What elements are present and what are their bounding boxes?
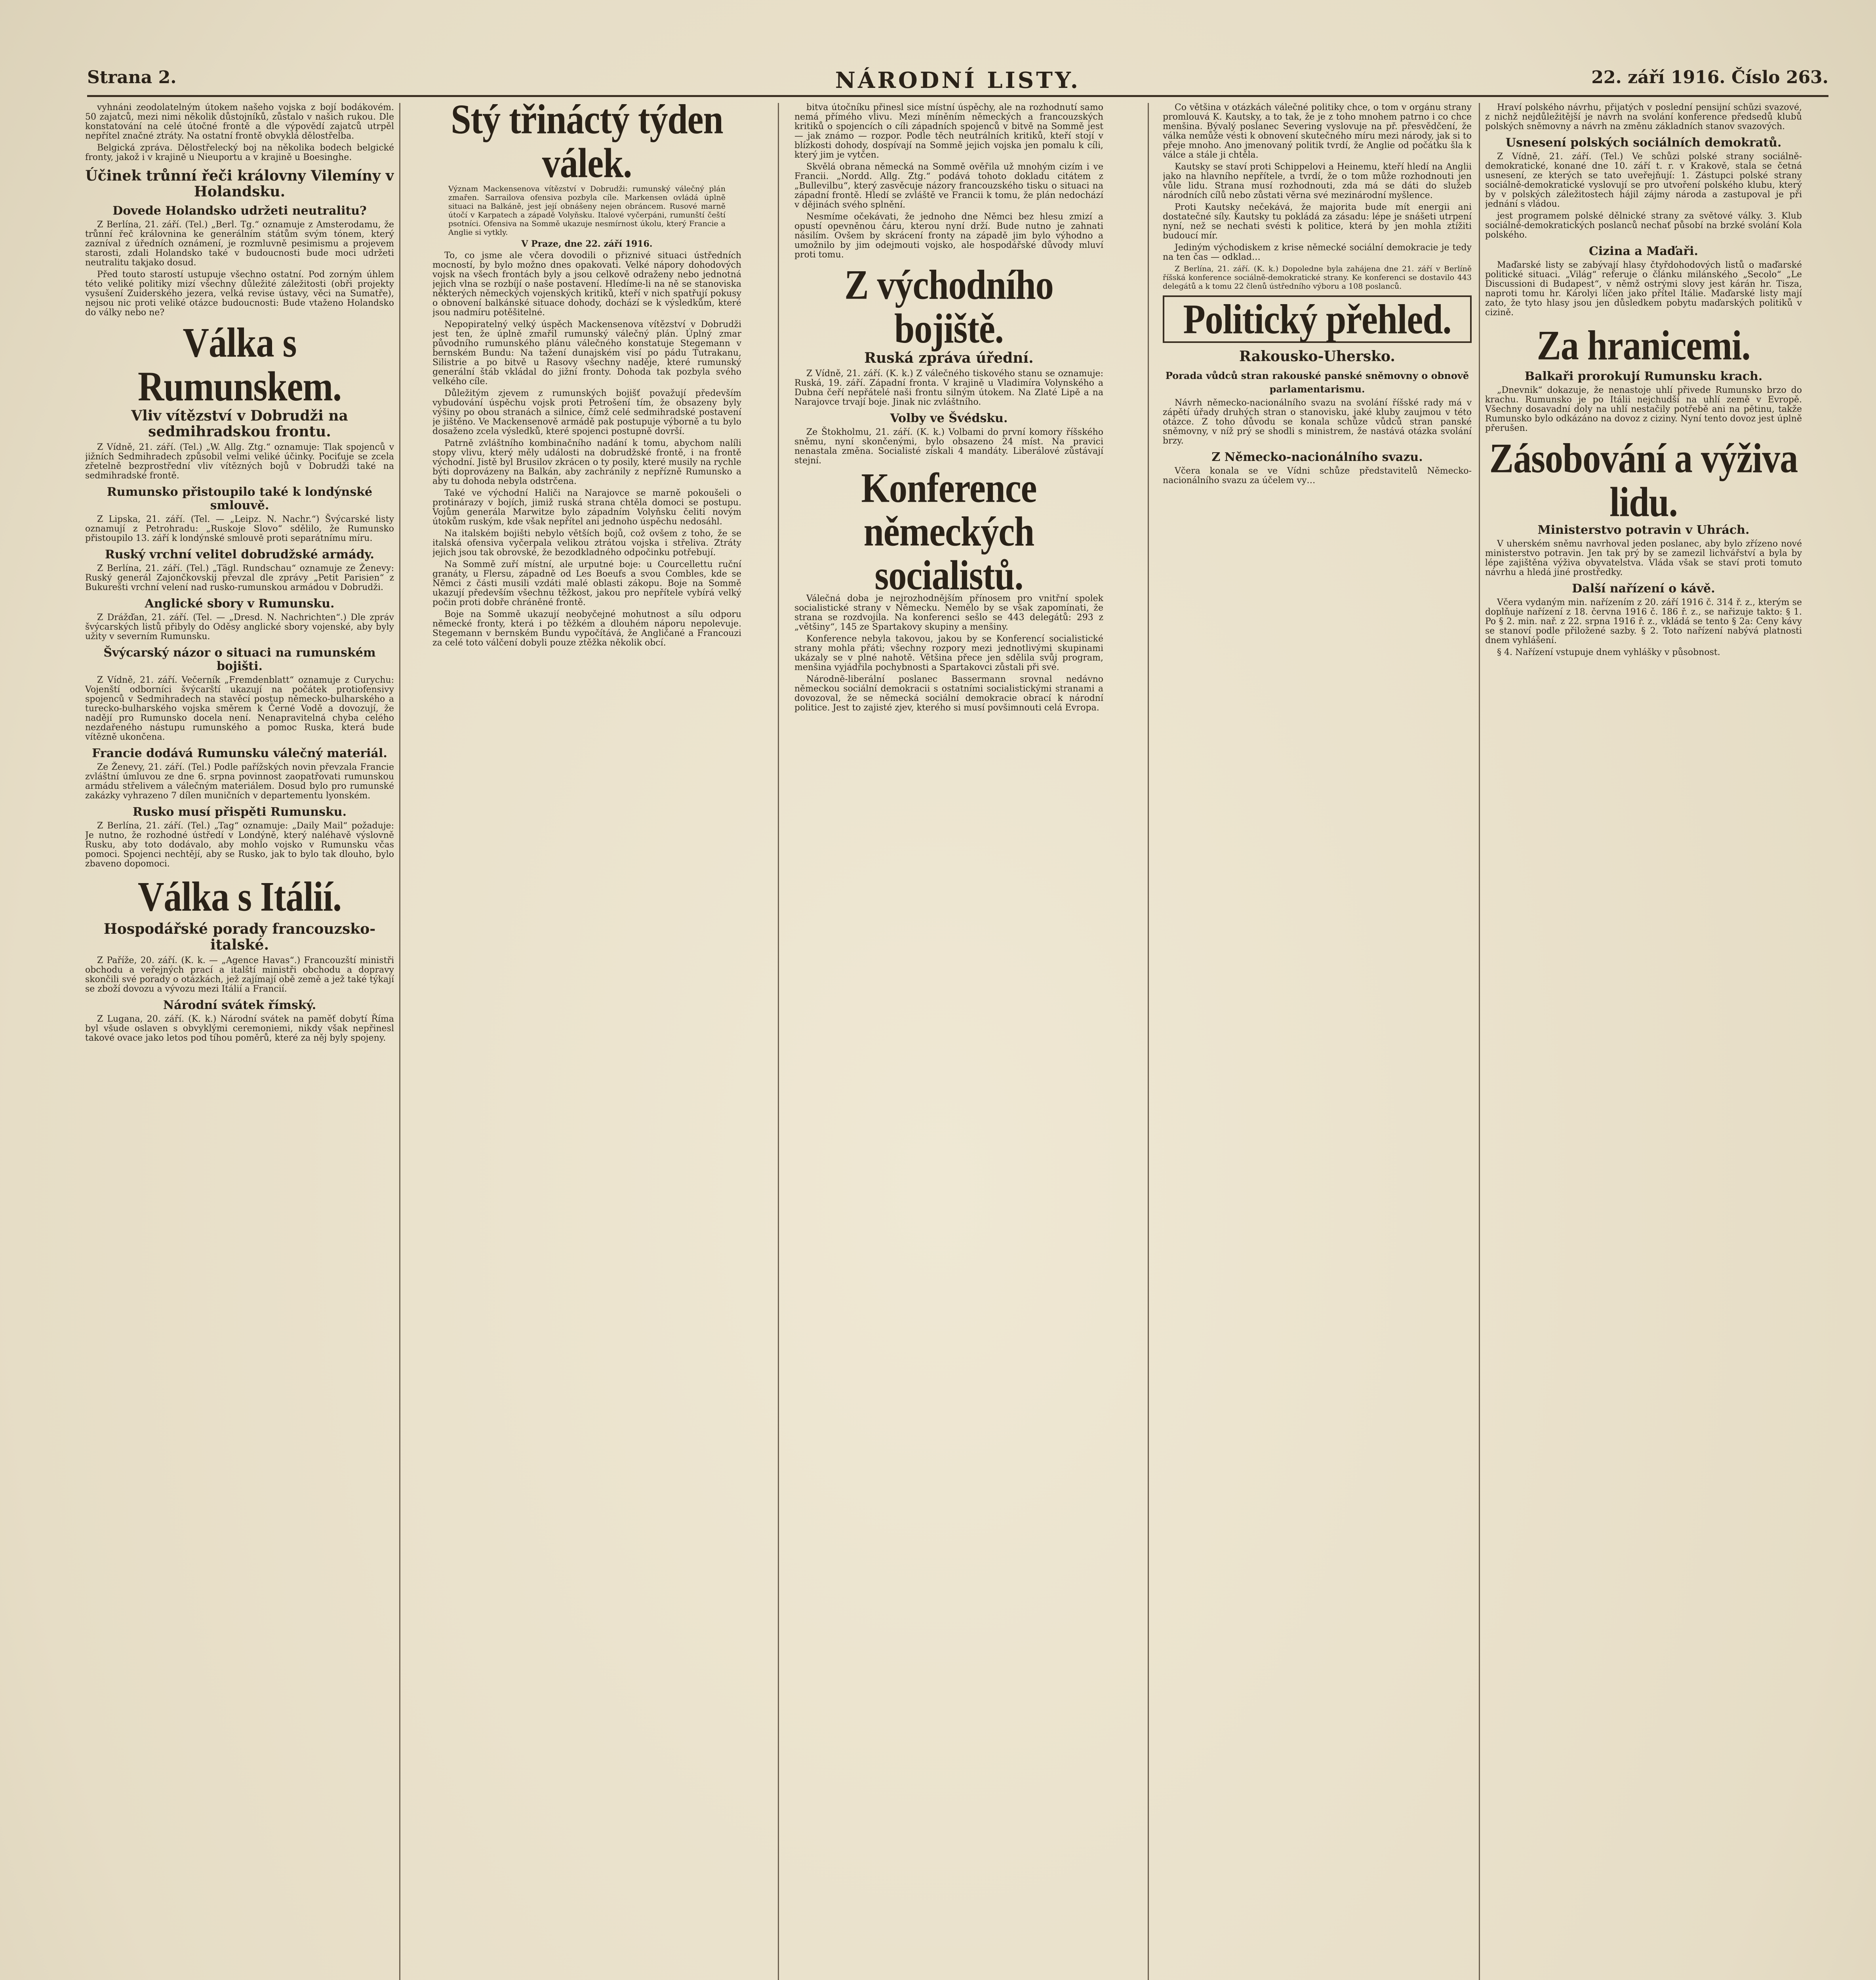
article-text: Nesmíme očekávati, že jednoho dne Němci bez hlesu zmizí a opustí opevněnou čáru, kterou nyní drží. Bude nutno je zahnati násilím. Ovšem by skrácení fronty na západě jim bylo výhodno a umožnilo by jim odejmouti vojsko, ale hospodářské důvody mluví proti tomu. (794, 212, 1103, 260)
article-text: Ze Ženevy, 21. září. (Tel.) Podle pařížských novin převzala Francie zvláštní úmluvou ze dne 6. srpna povinnost zaopatřovati rumunskou armádu střelivem a válečným materiálem. Dosud bylo pro rumunské zakázky vyhrazeno 7 dílen muničních v departementu lyonském. (85, 762, 394, 801)
issue-date: 22. září 1916. Číslo 263. (1591, 67, 1828, 88)
headline: Hospodářské porady francouzsko-italské. (103, 921, 376, 953)
column-4 (1163, 103, 1472, 1980)
article-text: Před touto starostí ustupuje všechno ostatní. Pod zorným úhlem této veliké politiky mizí všechny důležité záležitosti (obři projekty vysušení Zuiderského jezera, velká revise ústavy, věci na Sumatře), nejsou nic proti veliké otázce budoucnosti: Bude vtaženo Holandsko do války nebo ne? (85, 270, 394, 318)
article-text: Z Berlína, 21. září. (Tel.) „Berl. Tg.“ oznamuje z Amsterodamu, že trůnní řeč královnina ke generálním státům svým tónem, který zazníval z úředních oznámení, je rozmluvně pesimismu a projevem starosti, zdali Holandsko také v budoucnosti bude moci udržeti neutralitu takjako dosud. (85, 220, 394, 268)
article-text: Proti Kautsky nečekává, že majorita bude mít energii ani dostatečné síly. Kautsky tu pokládá za zásadu: lépe je snášeti utrpení nyní, než se nechati svésti k politice, která by jen mohla ztížiti budoucí mír. (1163, 202, 1472, 241)
column-rule (1148, 103, 1149, 1980)
page-number: Strana 2. (87, 67, 177, 88)
article-text: Důležitým zjevem z rumunských bojišť považují především vybudování úspěchu vojsk proti Petrošení tím, že obsazeny byly výšiny po obou stranách a silnice, čímž celé sedmihradské postavení je jištěno. Ve Mackensenově armádě pak postupuje výborně a tu bylo dosaženo zcela výsledků, které spojenci postupně dovrší. (432, 388, 741, 436)
section-headline: Válka s Rumunskem. (137, 319, 341, 409)
article-text: Skvělá obrana německá na Sommě ověřila už mnohým cizím i ve Francii. „Nordd. Allg. Ztg.“ podává tohoto dokladu citátem z „Bullevilbu“, který zasvěcuje názory francouzského tisku o situaci na západní frontě. Hledí se zvláště ve Francii k tomu, že plán nedochází v dějinách svého splnění. (794, 162, 1103, 210)
column-rule (1479, 103, 1480, 1980)
article-text: Z Vídně, 21. září. (Tel.) Ve schůzi polské strany sociálně-demokratické, konané dne 10. září t. r. v Krakově, stala se četná usnesení, ze kterých se tato uveřejňují: 1. Zástupci polské strany sociálně-demokratické vyslovují se pro utvoření polského klubu, který by v polských záležitostech hájil zájmy národa a zastupoval je při jednání s vládou. (1485, 152, 1802, 209)
headline: Ruský vrchní velitel dobrudžské armády. (105, 548, 374, 562)
article-text: Z Berlína, 21. září. (Tel.) „Tag“ oznamuje: „Daily Mail“ požaduje: Je nutno, že rozhodné ústředí v Londýně, který naléhavě výslovně Rusku, aby toto dodávalo, aby mohlo vojsko v Rumunsku včas pomoci. Spojenci nechtějí, aby se Rusko, jak to bylo tak dlouho, bylo zbaveno dopomoci. (85, 821, 394, 869)
article-text: Z Berlína, 21. září. (Tel.) „Tägl. Rundschau“ oznamuje ze Ženevy: Ruský generál Zajončkovskij převzal dle zprávy „Petit Parisien“ z Bukurešti vrchní velení nad rusko-rumunskou armádou v Dobrudži. (85, 564, 394, 592)
article-text: Také ve východní Haliči na Narajovce se marně pokoušeli o protinárazy v bojích, jimiž ruská strana chtěla domoci se postupu. Vojům generála Marwitze bylo západním Volyňsku čeliti novým útokům ruským, kde však nepřítel ani jednoho úspěchu nedosáhl. (432, 488, 741, 527)
headline: Rumunsko přistoupilo také k londýnské smlouvě. (107, 485, 373, 512)
subheadline: Porada vůdců stran rakouské panské sněmovny o obnově parlamentarismu. (1165, 370, 1469, 395)
article-text: Z Vídně, 21. září. (Tel.) „W. Allg. Ztg.“ oznamuje: Tlak spojenců v jižních Sedmihradech způsobil velmi veliké účinky. Pociťuje se zcela zřetelně bezprostřední vliv vítězných bojů v Dobrudži také na sedmihradské frontě. (85, 442, 394, 481)
headline: Vliv vítězství v Dobrudži na sedmihradskou frontu. (131, 407, 348, 440)
section-headline: Zásobování a výživa lidu. (1489, 435, 1798, 525)
masthead: NÁRODNÍ LISTY. (835, 67, 1081, 93)
article-text: Z Paříže, 20. září. (K. k. — „Agence Havas“.) Francouzští ministři obchodu a veřejných prací a italští ministři obchodu a dopravy skončili své porady o otázkách, jež zajímají obě země a jež také týkají se zboží dovozu a vývozu mezi Itálií a Francií. (85, 956, 394, 994)
article-text: vyhnáni zeodolatelným útokem našeho vojska z bojí bodákovém. 50 zajatců, mezi nimi několik důstojníků, zůstalo v našich rukou. Dle konstatování na celé útočné frontě a dle výpovědí zajatců utrpěl nepřítel značné ztráty. Na ostatní frontě obvyklá dělostřelba. (85, 103, 394, 141)
section-headline: Válka s Itálií. (137, 873, 342, 920)
article-text: Patrně zvláštního kombinačního nadání k tomu, abychom nalíli stopy vlivu, který měly události na dobrudžské frontě, i na frontě východní. Jistě byl Brusilov zkrácen o ty posily, které musily na rychle býti doprovázeny na Balkán, aby zachránily z nepřízně Rumunsko a aby tu dohoda nebyla odstrčena. (432, 438, 741, 486)
section-headline: Za hranicemi. (1537, 322, 1750, 369)
column-rule (778, 103, 779, 1980)
headline: Z Německo-nacionálního svazu. (1211, 450, 1423, 464)
section-box (1163, 295, 1472, 343)
section-headline: Konference německých socialistů. (861, 464, 1037, 599)
article-text: Belgická zpráva. Dělostřelecký boj na několika bodech belgické fronty, jakož i v krajině u Nieuportu a v krajině u Boesinghe. (85, 143, 394, 162)
headline: Ministerstvo potravin v Uhrách. (1537, 523, 1750, 537)
article-text: Z Vídně, 21. září. Večerník „Fremdenblatt“ oznamuje z Curychu: Vojenští odborníci švýcarští ukazují na počátek protiofensivy spojenců v Sedmihradech na stavěcí postup německo-bulharského a turecko-bulharského vojska směrem k Černé Vodě a dovozují, že nadějí pro Rumunsko docela není. Nenapravitelná chyba celého nezdařeného nástupu rumunského a pomoc Ruska, která bude vítězně ukončena. (85, 675, 394, 742)
article-text: Maďarské listy se zabývají hlasy čtyřdohodových listů o maďarské politické situaci. „Világ“ referuje o článku milánského „Secolo“ „Le Discussioni di Budapest“, v němž ostrými slovy jest kárán hr. Tisza, naproti tomu hr. Károlyi líčen jako přítel Itálie. Maďarské listy mají zato, že tyto hlasy jsou jen důsledkem pobytu maďarských politiků v cizině. (1485, 260, 1802, 318)
article-text: Z Berlína, 21. září. (K. k.) Dopoledne byla zahájena dne 21. září v Berlíně říšská konference sociálně-demokratické strany. Ke konferenci se dostavilo 443 delegátů a k tomu 22 členů ústředního výboru a 108 poslanců. (1163, 265, 1472, 291)
article-text: Návrh německo-nacionálního svazu na svolání říšské rady má v zápětí úřady druhých stran o stanovisku, jaké kluby zaujmou v této otázce. Z toho důvodu se konala schůze vůdců stran panské sněmovny, v níž prý se shodli s ministrem, že nastává otázka svolání brzy. (1163, 398, 1472, 446)
headline: Balkaři prorokují Rumunsku krach. (1524, 369, 1763, 383)
article-text: Válečná doba je nejrozhodnějším přínosem pro vnitřní spolek socialistické strany v Německu. Nemělo by se však zapomínati, že strana se rozdvojila. Na konferenci sešlo se 443 delegátů: 293 z „většiny“, 145 ze Spartakovy skupiny a menšiny. (794, 594, 1103, 632)
summary: Význam Mackensenova vítězství v Dobrudži: rumunský válečný plán zmařen. Sarrailova ofensiva pozbyla cíle. Markensen ovládá úplně situaci na Balkáně, jest její obnášeny nejen obráncem. Rusové marně útočí v Karpatech a západě Volyňsku. Italové vyčerpáni, rumunští čeští psotníci. Ofensiva na Sommě ukazuje nesmírnost úkolu, který Francie a Anglie si vytkly. (448, 185, 726, 237)
headline: Ruská zpráva úřední. (864, 350, 1034, 366)
article-text: Jediným východiskem z krise německé sociální demokracie je tedy na ten čas — odklad… (1163, 243, 1472, 262)
headline: Anglické sbory v Rumunsku. (145, 597, 335, 611)
headline: Další nařízení o kávě. (1572, 582, 1715, 596)
article-text: Včera konala se ve Vídni schůze představitelů Německo-nacionálního svazu za účelem vy… (1163, 466, 1472, 485)
headline: Účinek trůnní řeči královny Vilemíny v Holandsku. (85, 168, 394, 200)
headline: Usnesení polských sociálních demokratů. (1505, 136, 1782, 150)
column-5 (1485, 103, 1802, 1980)
headline: Národní svátek římský. (163, 998, 316, 1012)
article-text: Co většina v otázkách válečné politiky chce, o tom v orgánu strany promlouvá K. Kautsky, a to tak, že je z toho mnohem patrno i co chce menšina. Bývalý poslanec Severing vyslovuje na př. přesvědčení, že válka nemůže vésti k obnovení skutečného míru mezi národy, jak si to přeje mnoho. Ano jmenovaný politik tvrdí, že Anglie od počátku šla k válce a stále ji chtěla. (1163, 103, 1472, 160)
article-text: Z Lipska, 21. září. (Tel. — „Leipz. N. Nachr.“) Švýcarské listy oznamují z Petrohradu: „Ruskoje Slovo“ sdělilo, že Rumunsko přistoupilo 13. září k londýnské smlouvě proti separátnímu míru. (85, 514, 394, 543)
article-text: bitva útočníku přinesl sice místní úspěchy, ale na rozhodnutí samo nemá přímého vlivu. Mezi míněním německých a francouzských kritiků o spojencích o cíli západních spojenců v bitvě na Sommě jest — jak známo — rozpor. Podle těch neutrálních kritiků, kteří stojí v blízkosti dohody, dospívají na Sommě jejich vojska jen pomalu k cíli, který jim je vytčen. (794, 103, 1103, 160)
section-headline: Z východního bojiště. (844, 261, 1053, 352)
page-header (87, 67, 1828, 97)
article-text: Ze Štokholmu, 21. září. (K. k.) Volbami do první komory říšského sněmu, nyní skončenými, bylo obsazeno 24 míst. Na pravici nenastala změna. Socialisté získali 4 mandáty. Liberálové zůstávají stejní. (794, 427, 1103, 466)
article-text: Na Sommě zuří místní, ale urputné boje: u Courcellettu ruční granáty, u Flersu, západně od Les Boeufs a svou Combles, kde se Němci z části musili vzdáti malé oblasti zákopu. Boje na Sommě ukazují především všechnu těžkost, jakou pro nepřítele vybírá velký počin proti dobře chráněné frontě. (432, 560, 741, 607)
article-text: Hraví polského návrhu, přijatých v poslední pensijní schůzi svazové, z nichž nejdůležitější je návrh na svolání konference předsedů klubů polských sněmovny a návrh na změnu základních stanov svazových. (1485, 103, 1802, 131)
headline: Cizina a Maďaři. (1589, 244, 1698, 258)
article-text: § 4. Nařízení vstupuje dnem vyhlášky v působnost. (1497, 647, 1720, 657)
article-text: Kautsky se staví proti Schippelovi a Heinemu, kteří hledí na Anglii jako na hlavního nepřítele, a tvrdí, že o tom může rozhodnouti jen vůle lidu. Strana musí rozhodnouti, zda má se dáti do služeb národních cílů nebo zůstati věrna své mezinárodní myšlence. (1163, 162, 1472, 200)
article-text: Z Lugana, 20. září. (K. k.) Národní svátek na paměť dobytí Říma byl všude oslaven s obvyklými ceremoniemi, nikdy však nepřinesl takové ovace jako letos pod tíhou poměrů, které za něj byly spojeny. (85, 1014, 394, 1043)
headline: Švýcarský názor o situaci na rumunském bojišti. (103, 646, 376, 673)
headline: Francie dodává Rumunsku válečný materiál. (92, 746, 387, 760)
section-headline: Stý třináctý týden válek. (451, 103, 723, 186)
article-text: Včera vydaným min. nařízením z 20. září 1916 č. 314 ř. z., kterým se doplňuje nařízení z 18. června 1916 č. 186 ř. z., se nařizuje takto: § 1. Po § 2. min. nař. z 22. srpna 1916 ř. z., vkládá se tento § 2a: Ceny kávy se stanoví podle přiložené sazby. § 2. Toto nařízení nabývá platnosti dnem vyhlášení. (1485, 598, 1802, 645)
dateline: V Praze, dne 22. září 1916. (521, 239, 653, 249)
column-3 (794, 103, 1103, 1980)
article-text: Na italském bojišti nebylo větších bojů, což ovšem z toho, že se italská ofensiva vyčerpala velikou ztrátou vojska i střeliva. Ztráty jejich jsou tak obrovské, že bezodkladného odpočinku potřebují. (432, 529, 741, 558)
article-text: Boje na Sommě ukazují neobyčejné mohutnost a sílu odporu německé fronty, která i po těžkém a dlouhém náporu nepolevuje. Stegemann v bernském Bundu vypočítává, že Angličané a Francouzi za celé toto válčení dobyli pouze ztěžka několik obcí. (432, 609, 741, 648)
column-1 (85, 103, 394, 1980)
column-2 (432, 103, 741, 1980)
headline: Rakousko-Uhersko. (1239, 348, 1395, 365)
article-text: V uherském sněmu navrhoval jeden poslanec, aby bylo zřízeno nové ministerstvo potravin. Jen tak prý by se zamezil lichvářství a byla by lépe zajištěna výživa obyvatelstva. Vláda však se staví proti tomuto návrhu a hledá jiné prostředky. (1485, 539, 1802, 577)
subheadline: Dovede Holandsko udržeti neutralitu? (112, 204, 367, 218)
article-text: Konference nebyla takovou, jakou by se Konferencí socialistické strany mohla přáti; všechny rozpory mezi jednotlivými skupinami ukázaly se v plné nahotě. Většina přece jen sdělila svůj program, menšina vyjádřila pochybnosti a Spartakovci zůstali při své. (794, 634, 1103, 672)
article-text: Z Vídně, 21. září. (K. k.) Z válečného tiskového stanu se oznamuje: Ruská, 19. září. Západní fronta. V krajině u Vladimíra Volynského a Dubna čeří nepřátelé naši frontu silným útokem. Na Zlaté Lipě a na Narajovce trvají boje. Jinak nic zvláštního. (794, 369, 1103, 407)
article-text: Z Drážďan, 21. září. (Tel. — „Dresd. N. Nachrichten“.) Dle zpráv švýcarských listů přibyly do Oděsy anglické sbory vojenské, aby byly užity v severním Rumunsku. (85, 613, 394, 642)
section-headline: Politický přehled. (1183, 296, 1451, 343)
article-text: To, co jsme ale včera dovodili o přiznivé situaci ústředních mocností, by bylo možno dnes opakovati. Velké nápory dohodových vojsk na všech frontách byly a jsou celkově odraženy nebo jednotná jejich vlna se rozbíjí o naše postavení. Hledíme-li na ně se stanoviska některých německých vojenských kritiků, kteří v nich spatřují pokusy o obnovení balkánské situace dohody, dochází se k výsledkům, které jsou nadmíru potěšitelné. (432, 251, 741, 318)
article-text: Nepopiratelný velký úspěch Mackensenova vítězství v Dobrudži jest ten, že úplně zmařil rumunský válečný plán. Úplný zmar původního rumunského plánu válečného konstatuje Stegemann v bernském Bundu: Na tažení dunajském visí po pádu Tutrakanu, Silistrie a po bitvě u Rasovy všechny naděje, které rumunský generální štáb vkládal do jižní fronty. Dohoda tak pozbyla svého velkého cíle. (432, 320, 741, 386)
headline: Volby ve Švédsku. (890, 411, 1008, 425)
article-text: Národně-liberální poslanec Bassermann srovnal nedávno německou sociální demokracii s ostatními socialistickými stranami a dovozoval, že se německá sociální demokracie obrací k národní politice. Jest to zajisté zjev, kterého si musí povšimnouti celá Evropa. (794, 674, 1103, 713)
article-text: jest programem polské dělnické strany za světové války. 3. Klub sociálně-demokratických poslanců nechať působí na brzké svolání Kola polského. (1485, 211, 1802, 240)
column-rule (399, 103, 400, 1980)
headline: Rusko musí přispěti Rumunsku. (132, 805, 347, 819)
article-text: „Dnevnik“ dokazuje, že nenastoje uhlí přivede Rumunsko brzo do krachu. Rumunsko je po Itálii nejchudší na uhlí země v Evropě. Všechny dosavadní doly na uhlí nestačily potřebě ani na pětinu, takže Rumunsko bylo odkázáno na dovoz z ciziny. Nyní tento dovoz jest úplně přerušen. (1485, 385, 1802, 433)
